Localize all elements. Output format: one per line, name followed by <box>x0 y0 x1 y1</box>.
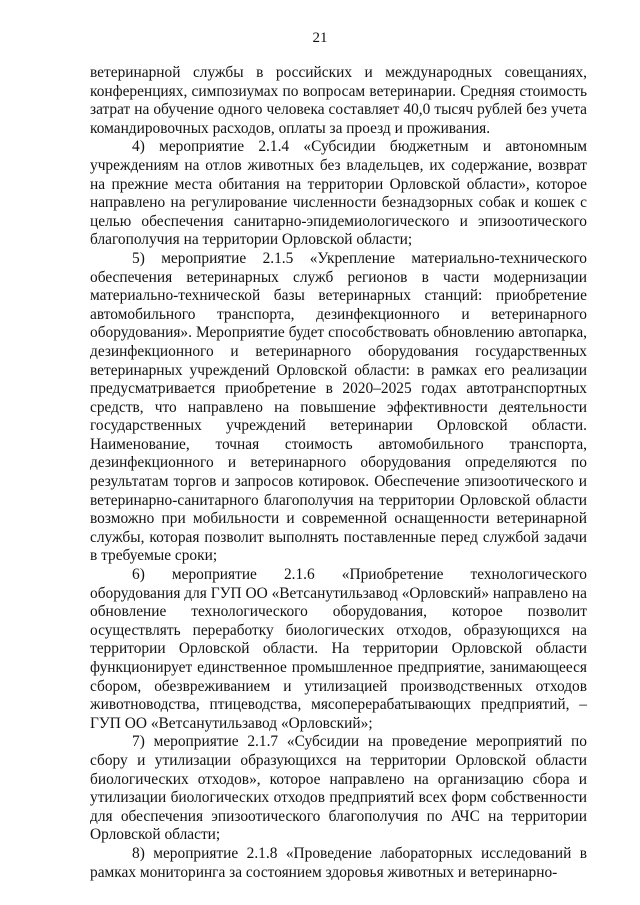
paragraph-measure-2-1-7: 7) мероприятие 2.1.7 «Субсидии на проведение мероприятий по сбору и утилизации образующихся на территории Орловской области биологических отходов», которое направлено на организацию сбора и утилизации биологических отходов предприятий всех форм собственности для обеспечения эпизоотического благополучия по АЧС на территории Орловской области; <box>90 733 587 844</box>
page-number: 21 <box>312 30 328 46</box>
paragraph-measure-2-1-5: 5) мероприятие 2.1.5 «Укрепление материально-технического обеспечения ветеринарных служб регионов в части модернизации материально-технической базы ветеринарных станций: приобретение автомобильного транспорта, дезинфекционного и ветеринарного оборудования». Мероприятие будет способствовать обновлению автопарка, дезинфекционного и ветеринарного оборудования государственных ветеринарных учреждений Орловской области: в рамках его реализации предусматривается приобретение в 2020–2025 годах автотранспортных средств, что направлено на повышение эффективности деятельности государственных учреждений ветеринарии Орловской области. Наименование, точная стоимость автомобильного транспорта, дезинфекционного и ветеринарного оборудования определяются по результатам торгов и запросов котировок. Обеспечение эпизоотического и ветеринарно-санитарного благополучия на территории Орловской области возможно при мобильности и современной оснащенности ветеринарной службы, которая позволит выполнять поставленные перед службой задачи в требуемые сроки; <box>90 249 587 565</box>
paragraph-measure-2-1-4: 4) мероприятие 2.1.4 «Субсидии бюджетным и автономным учреждениям на отлов животных без владельцев, их содержание, возврат на прежние места обитания на территории Орловской области», которое направлено на регулирование численности безнадзорных собак и кошек с целью обеспечения санитарно-эпидемиологического и эпизоотического благополучия на территории Орловской области; <box>90 138 587 249</box>
document-body <box>90 64 587 882</box>
paragraph-measure-2-1-8: 8) мероприятие 2.1.8 «Проведение лабораторных исследований в рамках мониторинга за состоянием здоровья животных и ветеринарно- <box>90 844 587 881</box>
paragraph-measure-2-1-6: 6) мероприятие 2.1.6 «Приобретение технологического оборудования для ГУП ОО «Ветсанутильзавод «Орловский» направлено на обновление технологического оборудования, которое позволит осуществлять переработку биологических отходов, образующихся на территории Орловской области. На территории Орловской области функционирует единственное промышленное предприятие, занимающееся сбором, обезвреживанием и утилизацией производственных отходов животноводства, птицеводства, мясоперерабатывающих предприятий, – ГУП ОО «Ветсанутильзавод «Орловский»; <box>90 566 587 732</box>
paragraph-continuation: ветеринарной службы в российских и международных совещаниях, конференциях, симпозиумах по вопросам ветеринарии. Средняя стоимость затрат на обучение одного человека составляет 40,0 тысяч рублей без учета командировочных расходов, оплаты за проезд и проживания. <box>90 64 587 137</box>
